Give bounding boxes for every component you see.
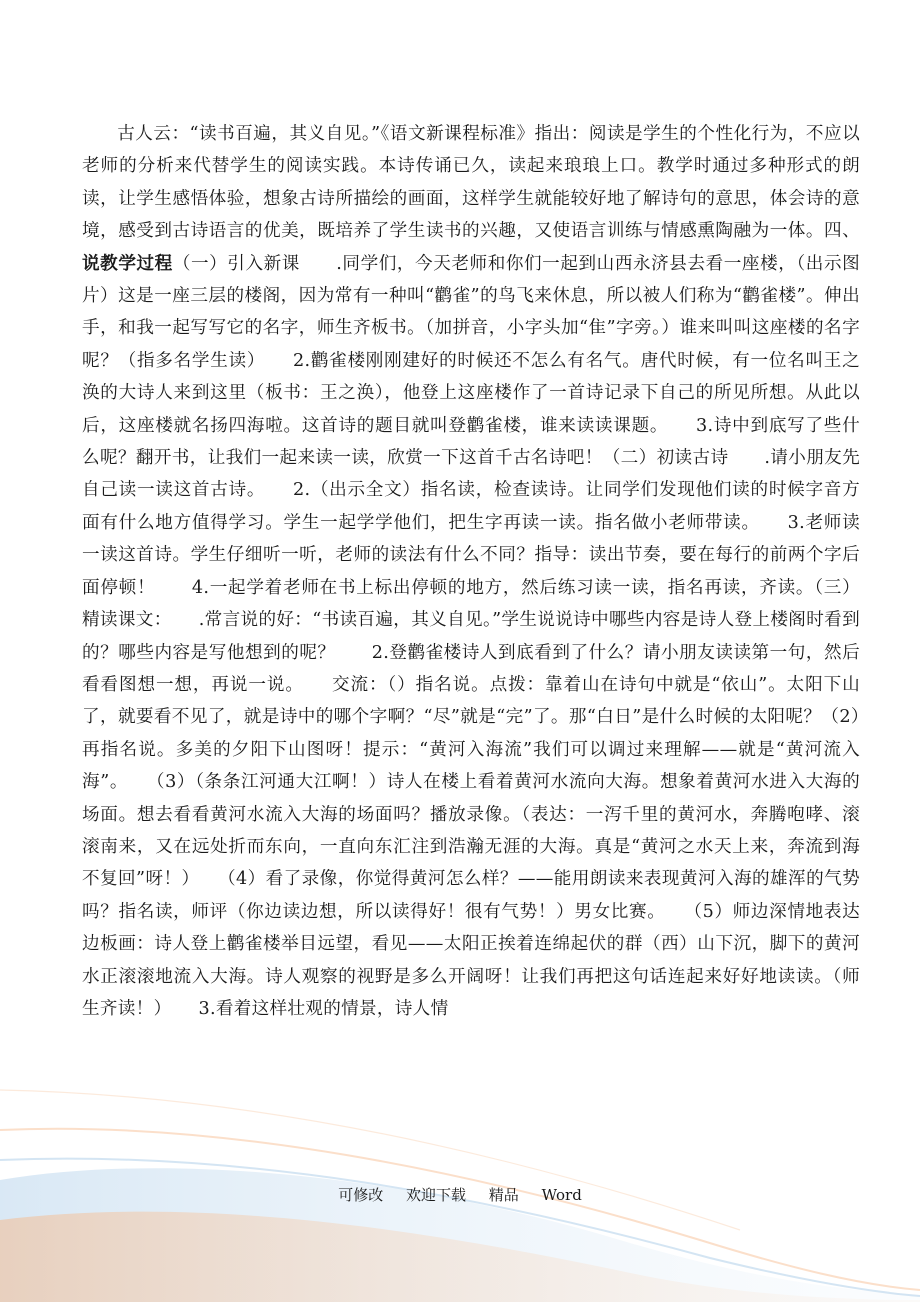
footer-item-welcome-download: 欢迎下载 — [406, 1186, 467, 1204]
footer-item-word: Word — [541, 1186, 582, 1204]
page-footer — [0, 1184, 920, 1205]
body-paragraph-process: （一）引入新课 .同学们，今天老师和你们一起到山西永济县去看一座楼，（出示图片）这是一座三层的楼阁，因为常有一种叫“鹳雀”的鸟飞来休息，所以被人们称为“鹳雀楼”。伸出手，和我一起写写它的名字，师生齐板书。（加拼音，小字头加“隹”字旁。）谁来叫叫这座楼的名字呢？（指多名学生读） 2.鹳雀楼刚刚建好的时候还不怎么有名气。唐代时候，有一位名叫王之涣的大诗人来到这里（板书：王之涣），他登上这座楼作了一首诗记录下自己的所见所想。从此以后，这座楼就名扬四海啦。这首诗的题目就叫登鹳雀楼，谁来读读课题。 3.诗中到底写了些什么呢？翻开书，让我们一起来读一读，欣赏一下这首千古名诗吧！（二）初读古诗 .请小朋友先自己读一读这首古诗。 2.（出示全文）指名读，检查读诗。让同学们发现他们读的时候字音方面有什么地方值得学习。学生一起学学他们，把生字再读一读。指名做小老师带读。 3.老师读一读这首诗。学生仔细听一听，老师的读法有什么不同？指导：读出节奏，要在每行的前两个字后面停顿！ 4.一起学着老师在书上标出停顿的地方，然后练习读一读，指名再读，齐读。（三）精读课文： .常言说的好：“书读百遍，其义自见。”学生说说诗中哪些内容是诗人登上楼阁时看到的？哪些内容是写他想到的呢？ 2.登鹳雀楼诗人到底看到了什么？请小朋友读读第一句，然后看看图想一想，再说一说。 交流：（）指名说。点拨：靠着山在诗句中就是“依山”。太阳下山了，就要看不见了，就是诗中的哪个字啊？“尽”就是“完”了。那“白日”是什么时候的太阳呢？（2）再指名说。多美的夕阳下山图呀！提示：“黄河入海流”我们可以调过来理解——就是“黄河流入海”。 （3）（条条江河通大江啊！）诗人在楼上看着黄河水流向大海。想象着黄河水进入大海的场面。想去看看黄河水流入大海的场面吗？播放录像。（表达：一泻千里的黄河水，奔腾咆哮、滚滚南来，又在远处折而东向，一直向东汇注到浩瀚无涯的大海。真是“黄河之水天上来，奔流到海不复回”呀！） （4）看了录像，你觉得黄河怎么样？——能用朗读来表现黄河入海的雄浑的气势吗？指名读，师评（你边读边想，所以读得好！很有气势！）男女比赛。 （5）师边深情地表达边板画：诗人登上鹳雀楼举目远望，看见——太阳正挨着连绵起伏的群（西）山下沉，脚下的黄河水正滚滚地流入大海。诗人观察的视野是多么开阔呀！让我们再把这句话连起来好好地读读。（师生齐读！） 3.看着这样壮观的情景，诗人情 — [82, 253, 860, 1019]
footer-item-premium: 精品 — [488, 1186, 519, 1204]
section-heading-teaching-process: 说教学过程 — [82, 252, 173, 274]
footer-item-editable: 可修改 — [338, 1186, 384, 1204]
document-body — [82, 118, 860, 1025]
body-paragraph-intro: 古人云：“读书百遍，其义自见。”《语文新课程标准》指出：阅读是学生的个性化行为，不应以老师的分析来代替学生的阅读实践。本诗传诵已久，读起来琅琅上口。教学时通过多种形式的朗读，让学生感悟体验，想象古诗所描绘的画面，这样学生就能较好地了解诗句的意思，体会诗的意境，感受到古诗语言的优美，既培养了学生读书的兴趣，又使语言训练与情感熏陶融为一体。四、 — [82, 124, 860, 242]
